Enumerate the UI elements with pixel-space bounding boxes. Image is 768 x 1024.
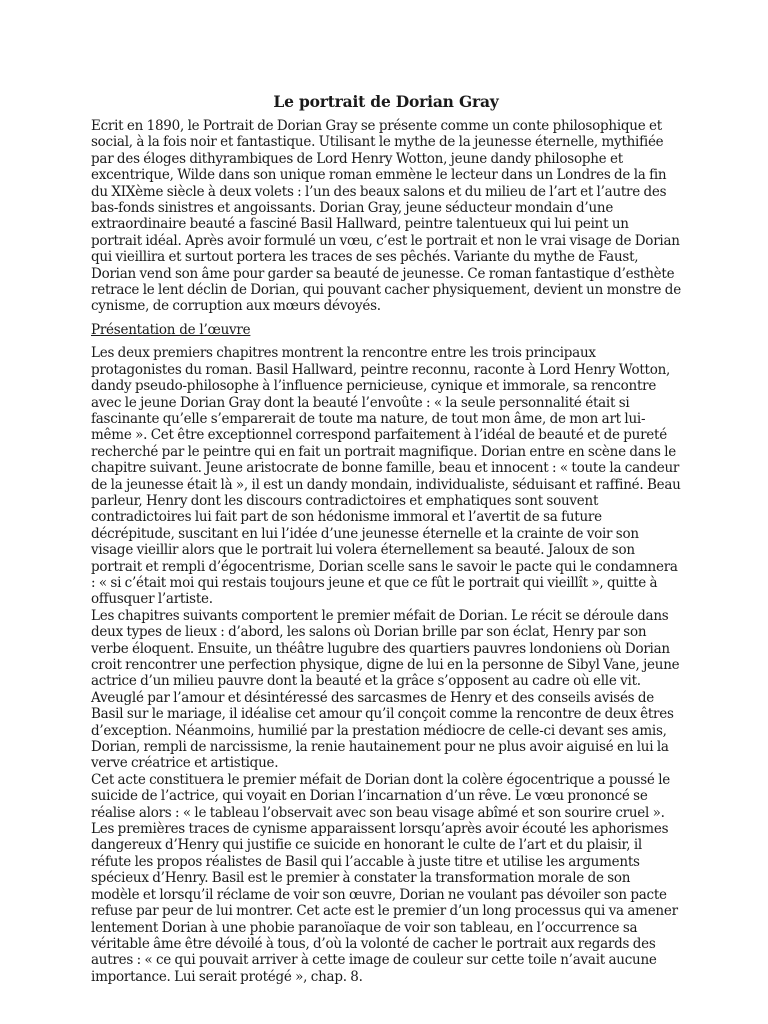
body-paragraph-2: Les chapitres suivants comportent le premier méfait de Dorian. Le récit se déroule dans deux types de lieux : d’abord, les salons où Dorian brille par son éclat, Henry par son verbe éloquent. Ensuite, un théâtre lugubre des quartiers pauvres londoniens où Dorian croit rencontrer une perfection physique, digne de lui en la personne de Sibyl Vane, jeune actrice d’un milieu pauvre dont la beauté et la grâce s’opposent au cadre où elle vit. Aveuglé par l’amour et désintéressé des sarcasmes de Henry et des conseils avisés de Basil sur le mariage, il idéalise cet amour qu’il conçoit comme la rencontre de deux êtres d’exception. Néanmoins, humilié par la prestation médiocre de celle-ci devant ses amis, Dorian, rempli de narcissisme, la renie hautainement pour ne plus avoir aiguisé en lui la verve créatrice et artistique. xyxy=(91,607,680,772)
section-heading: Présentation de l’œuvre xyxy=(91,321,251,338)
body-paragraph-3: Cet acte constituera le premier méfait de Dorian dont la colère égocentrique a poussé le suicide de l’actrice, qui voyait en Dorian l’incarnation d’un rêve. Le vœu prononcé se réalise alors : « le tableau l’observait avec son beau visage abîmé et son sourire cruel ». Les premières traces de cynisme apparaissent lorsqu’après avoir écouté les aphorismes dangereux d’Henry qui justifie ce suicide en honorant le culte de l’art et du plaisir, il réfute les propos réalistes de Basil qui l’accable à juste titre et utilise les arguments spécieux d’Henry. Basil est le premier à constater la transformation morale de son modèle et lorsqu’il réclame de voir son œuvre, Dorian ne voulant pas dévoiler son pacte refuse par peur de lui montrer. Cet acte est le premier d’un long processus qui va amener lentement Dorian à une phobie paranoïaque de voir son tableau, en l’occurrence sa véritable âme être dévoilé à tous, d’où la volonté de cacher le portrait aux regards des autres : « ce qui pouvait arriver à cette image de couleur sur cette toile n’avait aucune importance. Lui serait protégé », chap. 8. xyxy=(91,771,678,985)
body-paragraph-1: Les deux premiers chapitres montrent la rencontre entre les trois principaux protagonistes du roman. Basil Hallward, peintre reconnu, raconte à Lord Henry Wotton, dandy pseudo-philosophe à l’influence pernicieuse, cynique et immorale, sa rencontre avec le jeune Dorian Gray dont la beauté l’envoûte : « la seule personnalité était si fascinante qu’elle s’emparerait de toute ma nature, de tout mon âme, de mon art lui-même ». Cet être exceptionnel correspond parfaitement à l’idéal de beauté et de pureté recherché par le peintre qui en fait un portrait magnifique. Dorian entre en scène dans le chapitre suivant. Jeune aristocrate de bonne famille, beau et innocent : « toute la candeur de la jeunesse était là », il est un dandy mondain, individualiste, séduisant et raffiné. Beau parleur, Henry dont les discours contradictoires et emphatiques sont souvent contradictoires lui fait part de son hédonisme immoral et l’avertit de sa future décrépitude, suscitant en lui l’idée d’une jeunesse éternelle et la crainte de voir son visage vieillir alors que le portrait lui volera éternellement sa beauté. Jaloux de son portrait et rempli d’égocentrisme, Dorian scelle sans le savoir le pacte qui le condamnera : « si c’était moi qui restais toujours jeune et que ce fût le portrait qui vieillît », quitte à offusquer l’artiste. xyxy=(91,345,681,608)
intro-paragraph: Ecrit en 1890, le Portrait de Dorian Gray se présente comme un conte philosophique et social, à la fois noir et fantastique. Utilisant le mythe de la jeunesse éternelle, mythifiée par des éloges dithyrambiques de Lord Henry Wotton, jeune dandy philosophe et excentrique, Wilde dans son unique roman emmène le lecteur dans un Londres de la fin du XIXème siècle à deux volets : l’un des beaux salons et du milieu de l’art et l’autre des bas-fonds sinistres et angoissants. Dorian Gray, jeune séducteur mondain d’une extraordinaire beauté a fasciné Basil Hallward, peintre talentueux qui lui peint un portrait idéal. Après avoir formulé un vœu, c’est le portrait et non le vrai visage de Dorian qui vieillira et surtout portera les traces de ses pêchés. Variante du mythe de Faust, Dorian vend son âme pour garder sa beauté de jeunesse. Ce roman fantastique d’esthète retrace le lent déclin de Dorian, qui pouvant cacher physiquement, devient un monstre de cynisme, de corruption aux mœurs dévoyés. xyxy=(91,118,681,315)
document-title: Le portrait de Dorian Gray xyxy=(273,92,499,111)
document-page xyxy=(91,92,681,985)
